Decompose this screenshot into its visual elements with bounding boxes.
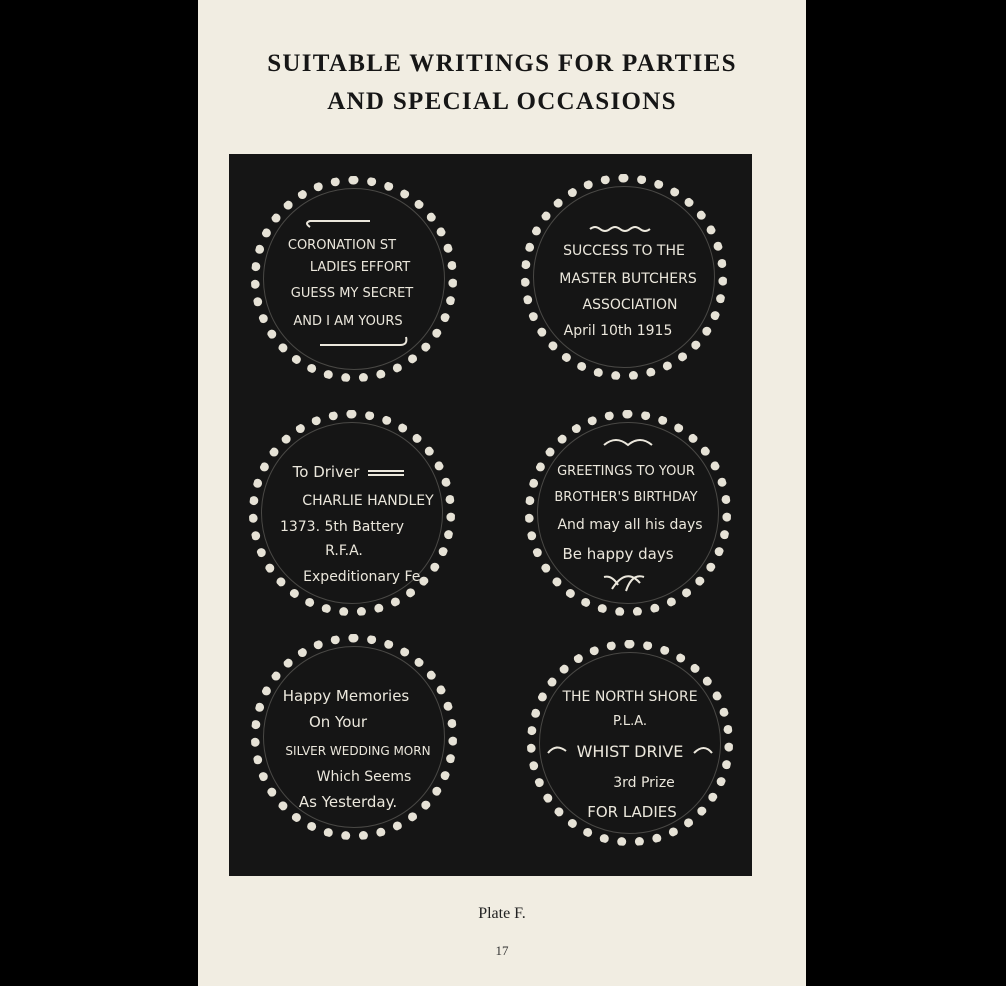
medallion-2-writing [530, 183, 718, 371]
medallion-5-line-1: Happy Memories [282, 687, 410, 705]
medallion-5-writing [260, 643, 448, 831]
wavy-flourish-icon [590, 227, 650, 231]
medallion-2-line-3: ASSOCIATION [582, 297, 678, 313]
medallion-1-line-4: AND I AM YOURS [293, 314, 403, 329]
flourish-icon [307, 221, 370, 227]
medallion-6-line-3: WHIST DRIVE [576, 742, 684, 761]
cake-medallion-butchers [521, 174, 727, 380]
cake-medallion-silver-wedding [251, 634, 457, 840]
medallion-6-line-2: P.L.A. [612, 714, 648, 729]
flourish-icon [320, 337, 406, 345]
flourish-icon [368, 471, 404, 475]
cake-medallion-birthday [525, 410, 731, 616]
page-number: 17 [495, 943, 509, 958]
medallion-6-writing [536, 649, 724, 837]
plate-caption: Plate F. [478, 905, 526, 922]
medallion-4-line-4: Be happy days [562, 545, 674, 563]
medallion-4-line-2: BROTHER'S BIRTHDAY [554, 490, 698, 505]
scroll-ornament-icon [604, 440, 652, 445]
medallion-6-line-4: 3rd Prize [613, 775, 675, 791]
medallion-1-line-3: GUESS MY SECRET [290, 286, 414, 301]
medallion-5-line-5: As Yesterday. [298, 793, 398, 811]
medallion-2-line-4: April 10th 1915 [563, 323, 673, 339]
cake-medallion-whist-drive [527, 640, 733, 846]
medallion-5-line-4: Which Seems [316, 769, 412, 785]
book-page [198, 0, 806, 986]
medallion-1-writing [260, 185, 448, 373]
medallion-3-line-3: 1373. 5th Battery [279, 519, 405, 535]
medallion-5-line-2: On Your [308, 713, 368, 731]
leaf-ornament-icon [604, 576, 644, 591]
medallion-5-line-3: SILVER WEDDING MORN [285, 744, 431, 758]
page-title-line-2: AND SPECIAL OCCASIONS [327, 88, 677, 115]
medallion-3-writing [258, 419, 446, 607]
medallion-2-line-1: SUCCESS TO THE [563, 243, 685, 259]
medallion-3-line-4: R.F.A. [325, 543, 363, 559]
medallion-6-line-1: THE NORTH SHORE [562, 689, 698, 705]
medallion-1-line-1: CORONATION ST [287, 238, 397, 253]
photo-plate [229, 154, 752, 876]
medallion-4-line-1: GREETINGS TO YOUR [557, 464, 695, 479]
medallion-3-line-5: Expeditionary Fe. [303, 569, 425, 585]
medallion-3-line-1: To Driver [292, 463, 360, 481]
medallion-1-line-2: LADIES EFFORT [309, 260, 411, 275]
cake-medallion-coronation [251, 176, 457, 382]
page-title-line-1: SUITABLE WRITINGS FOR PARTIES [267, 50, 737, 77]
scroll-ornament-icon [548, 747, 712, 753]
medallion-6-line-5: FOR LADIES [587, 803, 677, 821]
medallion-4-line-3: And may all his days [557, 517, 703, 533]
medallion-4-writing [534, 419, 722, 607]
medallion-2-line-2: MASTER BUTCHERS [559, 271, 697, 287]
cake-medallion-driver [249, 410, 455, 616]
medallion-3-line-2: CHARLIE HANDLEY [302, 493, 434, 509]
